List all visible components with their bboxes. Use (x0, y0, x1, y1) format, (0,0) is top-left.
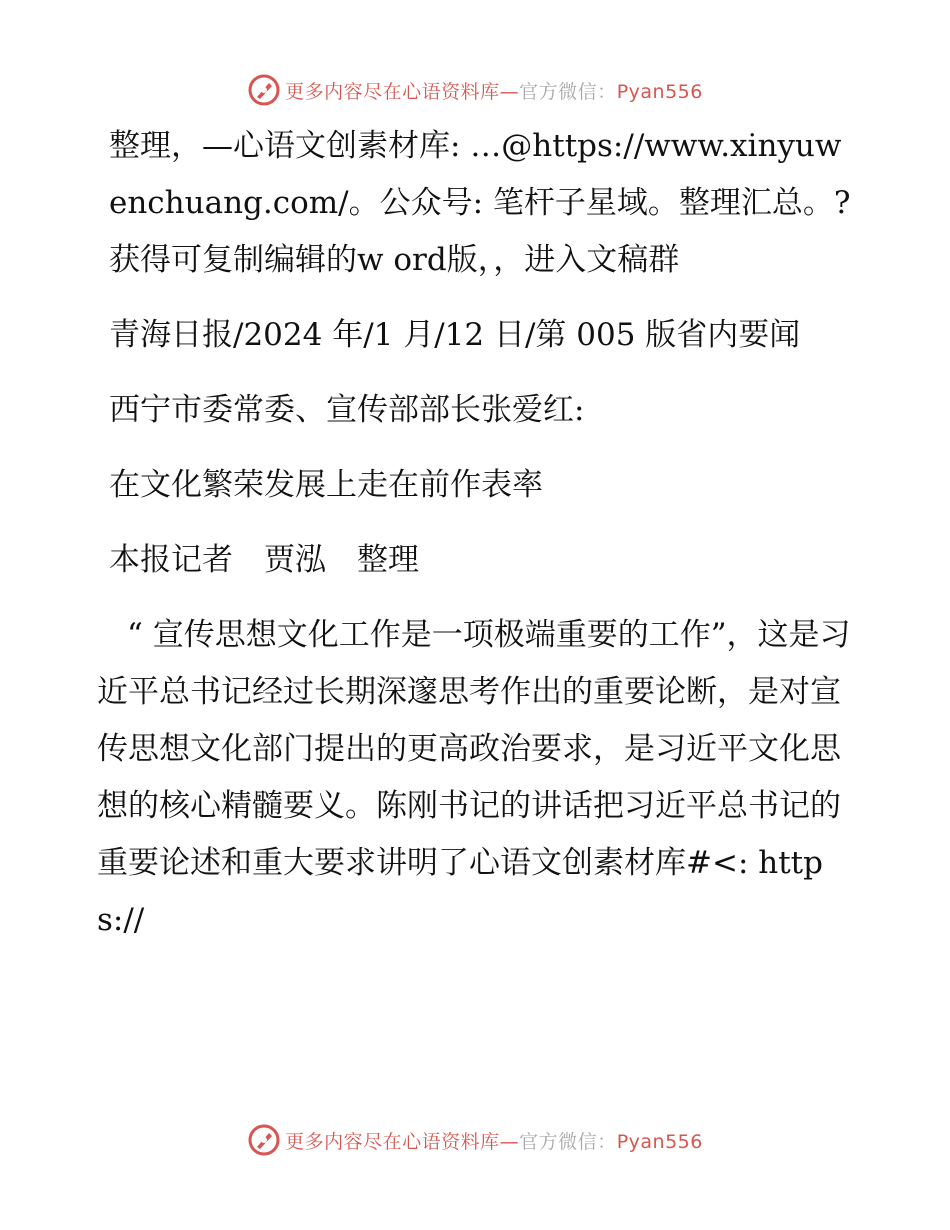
reporter-line: 本报记者 贾泓 整理 (109, 542, 419, 578)
watermark-wechat-id: Pyan556 (616, 80, 703, 103)
watermark-main: 更多内容尽在心语资料库— (285, 1130, 520, 1153)
footer-watermark-banner (0, 1120, 950, 1160)
pen-circle-logo-icon (247, 73, 281, 107)
pen-circle-logo-icon (247, 1123, 281, 1157)
header-watermark-banner (0, 70, 950, 110)
watermark-text (285, 77, 703, 104)
watermark-main: 更多内容尽在心语资料库— (285, 80, 520, 103)
watermark-wechat-label: 官方微信： (519, 80, 617, 103)
watermark-wechat-label: 官方微信： (519, 1130, 617, 1153)
publication-line: 青海日报/2024 年/1 月/12 日/第 005 版省内要闻 (109, 317, 801, 353)
body-paragraph: “ 宣传思想文化工作是一项极端重要的工作”，这是习近平总书记经过长期深邃思考作出的重要论断，是对宣传思想文化部门提出的更高政治要求，是习近平文化思想的核心精髓要义。陈刚书记的讲话把习近平总书记的重要论述和重大要求讲明了心语文创素材库#<: https:// (97, 617, 851, 938)
source-note-paragraph: 整理，—心语文创素材库: …@https://www.xinyuwenchuang.com/。公众号: 笔杆子星域。整理汇总。?获得可复制编辑的w ord版，，进入文稿群 (109, 128, 851, 278)
document-body (97, 118, 857, 967)
article-title: 在文化繁荣发展上走在前作表率 (109, 467, 543, 503)
speaker-line: 西宁市委常委、宣传部部长张爱红: (109, 392, 585, 428)
watermark-text (285, 1127, 703, 1154)
watermark-wechat-id: Pyan556 (616, 1130, 703, 1153)
